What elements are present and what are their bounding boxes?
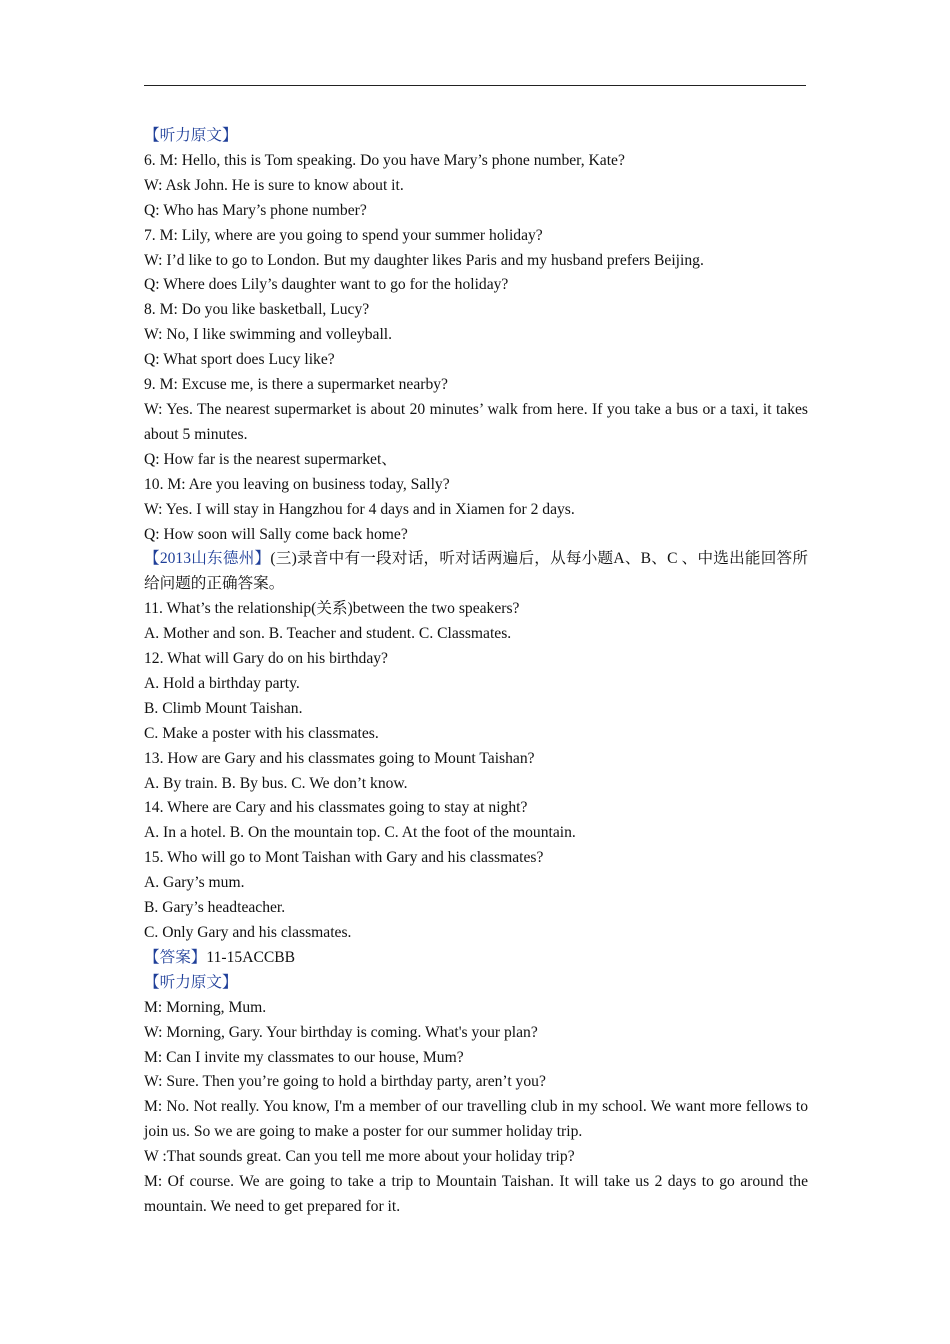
dialogue-line: W :That sounds great. Can you tell me more about your holiday trip? [144, 1148, 575, 1166]
script-line: W: Yes. I will stay in Hangzhou for 4 days and in Xiamen for 2 days. [144, 500, 575, 518]
script-line: Q: How far is the nearest supermarket、 [144, 450, 397, 468]
script-line: Q: Who has Mary’s phone number? [144, 201, 367, 219]
question-line: 12. What will Gary do on his birthday? [144, 650, 388, 668]
script-line: 9. M: Excuse me, is there a supermarket nearby? [144, 376, 448, 394]
dialogue-line: W: Sure. Then you’re going to hold a birthday party, aren’t you? [144, 1073, 546, 1091]
script-line: Q: What sport does Lucy like? [144, 351, 335, 369]
script-line: W: Ask John. He is sure to know about it. [144, 176, 404, 194]
script-line: Q: Where does Lily’s daughter want to go for the holiday? [144, 276, 509, 294]
dialogue-line: M: Can I invite my classmates to our house, Mum? [144, 1048, 464, 1066]
script-line: Q: How soon will Sally come back home? [144, 525, 408, 543]
dialogue-line: M: No. Not really. You know, I'm a member of our travelling club in my school. We want more fellows to join us. So we are going to make a poster for our summer holiday trip. [144, 1098, 808, 1141]
script-line: W: I’d like to go to London. But my daughter likes Paris and my husband prefers Beijing. [144, 251, 704, 269]
script-line: 8. M: Do you like basketball, Lucy? [144, 301, 370, 319]
exam-source-label: 【2013山东德州】 [144, 550, 271, 568]
section-instruction [144, 547, 808, 597]
option-line: A. By train. B. By bus. C. We don’t know. [144, 774, 408, 792]
instruction-text: (三)录音中有一段对话，听对话两遍后，从每小题A、B、C 、中选出能回答所给问题的正确答案。 [144, 550, 808, 593]
script-line: 7. M: Lily, where are you going to spend your summer holiday? [144, 226, 543, 244]
dialogue-line: M: Of course. We are going to take a trip to Mountain Taishan. It will take us 2 days to go around the mountain. We need to get prepared for it. [144, 1173, 808, 1215]
dialogue-line: W: Morning, Gary. Your birthday is coming. What's your plan? [144, 1023, 538, 1041]
document-body [144, 124, 808, 1220]
question-line: 13. How are Gary and his classmates going to Mount Taishan? [144, 749, 535, 767]
script-line: 6. M: Hello, this is Tom speaking. Do you have Mary’s phone number, Kate? [144, 151, 625, 169]
listening-script-heading: 【听力原文】 [144, 127, 238, 144]
option-line: C. Make a poster with his classmates. [144, 724, 379, 742]
listening-script-heading-2: 【听力原文】 [144, 973, 238, 991]
header-rule [144, 85, 806, 86]
option-line: A. Mother and son. B. Teacher and student. C. Classmates. [144, 625, 512, 643]
question-line: 11. What’s the relationship(关系)between the two speakers? [144, 600, 520, 618]
dialogue-line: M: Morning, Mum. [144, 998, 267, 1016]
answer-line [144, 946, 808, 971]
option-line: B. Climb Mount Taishan. [144, 699, 303, 717]
option-line: A. Gary’s mum. [144, 874, 245, 892]
question-line: 15. Who will go to Mont Taishan with Gary and his classmates? [144, 849, 544, 867]
answer-value: 11-15ACCBB [206, 948, 296, 966]
answer-label: 【答案】 [144, 948, 207, 966]
option-line: C. Only Gary and his classmates. [144, 924, 352, 941]
option-line: A. In a hotel. B. On the mountain top. C. At the foot of the mountain. [144, 824, 576, 842]
question-line: 14. Where are Cary and his classmates going to stay at night? [144, 799, 528, 817]
option-line: A. Hold a birthday party. [144, 674, 300, 692]
option-line: B. Gary’s headteacher. [144, 899, 286, 917]
script-line: 10. M: Are you leaving on business today, Sally? [144, 475, 450, 493]
script-line: W: No, I like swimming and volleyball. [144, 326, 393, 344]
script-line: W: Yes. The nearest supermarket is about 20 minutes’ walk from here. If you take a bus or a taxi, it takes about 5 minutes. [144, 400, 808, 443]
